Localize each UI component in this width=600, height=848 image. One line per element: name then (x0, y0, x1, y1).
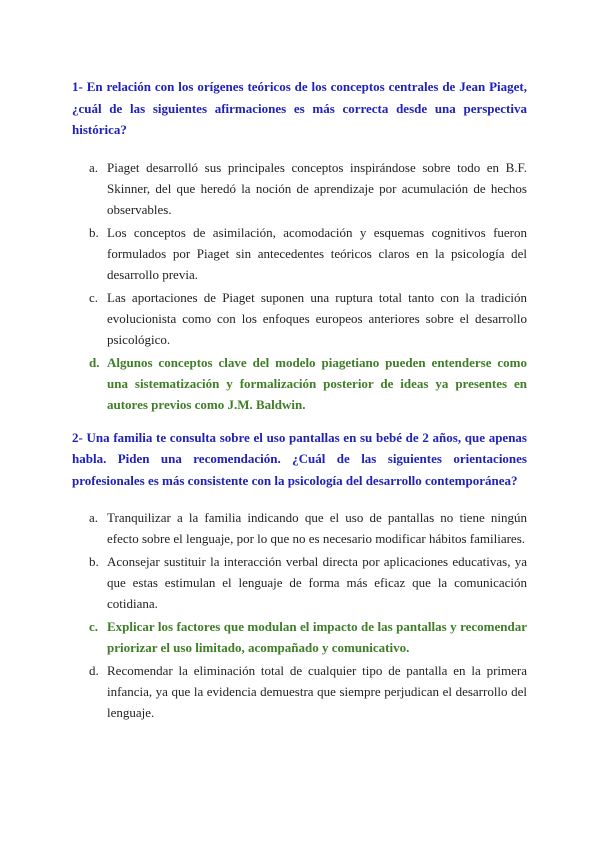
question-2-option-b (72, 551, 527, 614)
option-letter: a. (89, 159, 99, 175)
option-text: Algunos conceptos clave del modelo piagetiano pueden entenderse como una sistematización y formalización posterior de ideas ya presentes en autores previos como J.M. Baldwin. (107, 354, 527, 412)
option-text: Las aportaciones de Piaget suponen una ruptura total tanto con la tradición evolucionista como con los enfoques europeos anteriores sobre el desarrollo psicológico. (107, 289, 527, 347)
question-2: 2- Una familia te consulta sobre el uso pantallas en su bebé de 2 años, que apenas habla. Piden una recomendación. ¿Cuál de las siguientes orientaciones profesionales es más consistente con la psicología del desarrollo contemporánea? (72, 429, 527, 488)
question-2-option-c-correct (72, 616, 527, 658)
option-text: Piaget desarrolló sus principales conceptos inspirándose sobre todo en B.F. Skinner, del que heredó la noción de aprendizaje por acumulación de hechos observables. (107, 159, 527, 217)
question-1-option-b (72, 222, 527, 285)
option-letter: b. (89, 554, 99, 569)
option-text: Explicar los factores que modulan el impacto de las pantallas y recomendar priorizar el uso limitado, acompañado y comunicativo. (107, 619, 527, 655)
option-letter: a. (89, 510, 99, 525)
question-1-option-d-correct (72, 352, 527, 415)
option-letter: d. (89, 354, 100, 370)
question-1: 1- En relación con los orígenes teóricos de los conceptos centrales de Jean Piaget, ¿cuál de las siguientes afirmaciones es más correcta desde una perspectiva histórica? (72, 79, 527, 137)
question-1-options (72, 157, 527, 415)
question-1-option-a (72, 157, 527, 220)
option-letter: d. (89, 663, 99, 678)
option-text: Los conceptos de asimilación, acomodación y esquemas cognitivos fueron formulados por Piaget sin antecedentes teóricos claros en la psicología del desarrollo previa. (107, 224, 527, 282)
question-2-option-a (72, 507, 527, 549)
option-letter: c. (89, 289, 99, 305)
option-text: Aconsejar sustituir la interacción verbal directa por aplicaciones educativas, ya que estas estimulan el lenguaje de forma más eficaz que la comunicación cotidiana. (107, 554, 527, 611)
option-text: Recomendar la eliminación total de cualquier tipo de pantalla en la primera infancia, ya que la evidencia demuestra que siempre perjudican el desarrollo del lenguaje. (107, 663, 527, 720)
document-content (72, 76, 527, 725)
question-1-option-c (72, 287, 527, 350)
option-letter: c. (89, 619, 99, 634)
question-2-option-d (72, 660, 527, 723)
option-text: Tranquilizar a la familia indicando que el uso de pantallas no tiene ningún efecto sobre el lenguaje, por lo que no es necesario modificar hábitos familiares. (107, 510, 527, 546)
option-letter: b. (89, 224, 99, 240)
question-2-options (72, 507, 527, 723)
